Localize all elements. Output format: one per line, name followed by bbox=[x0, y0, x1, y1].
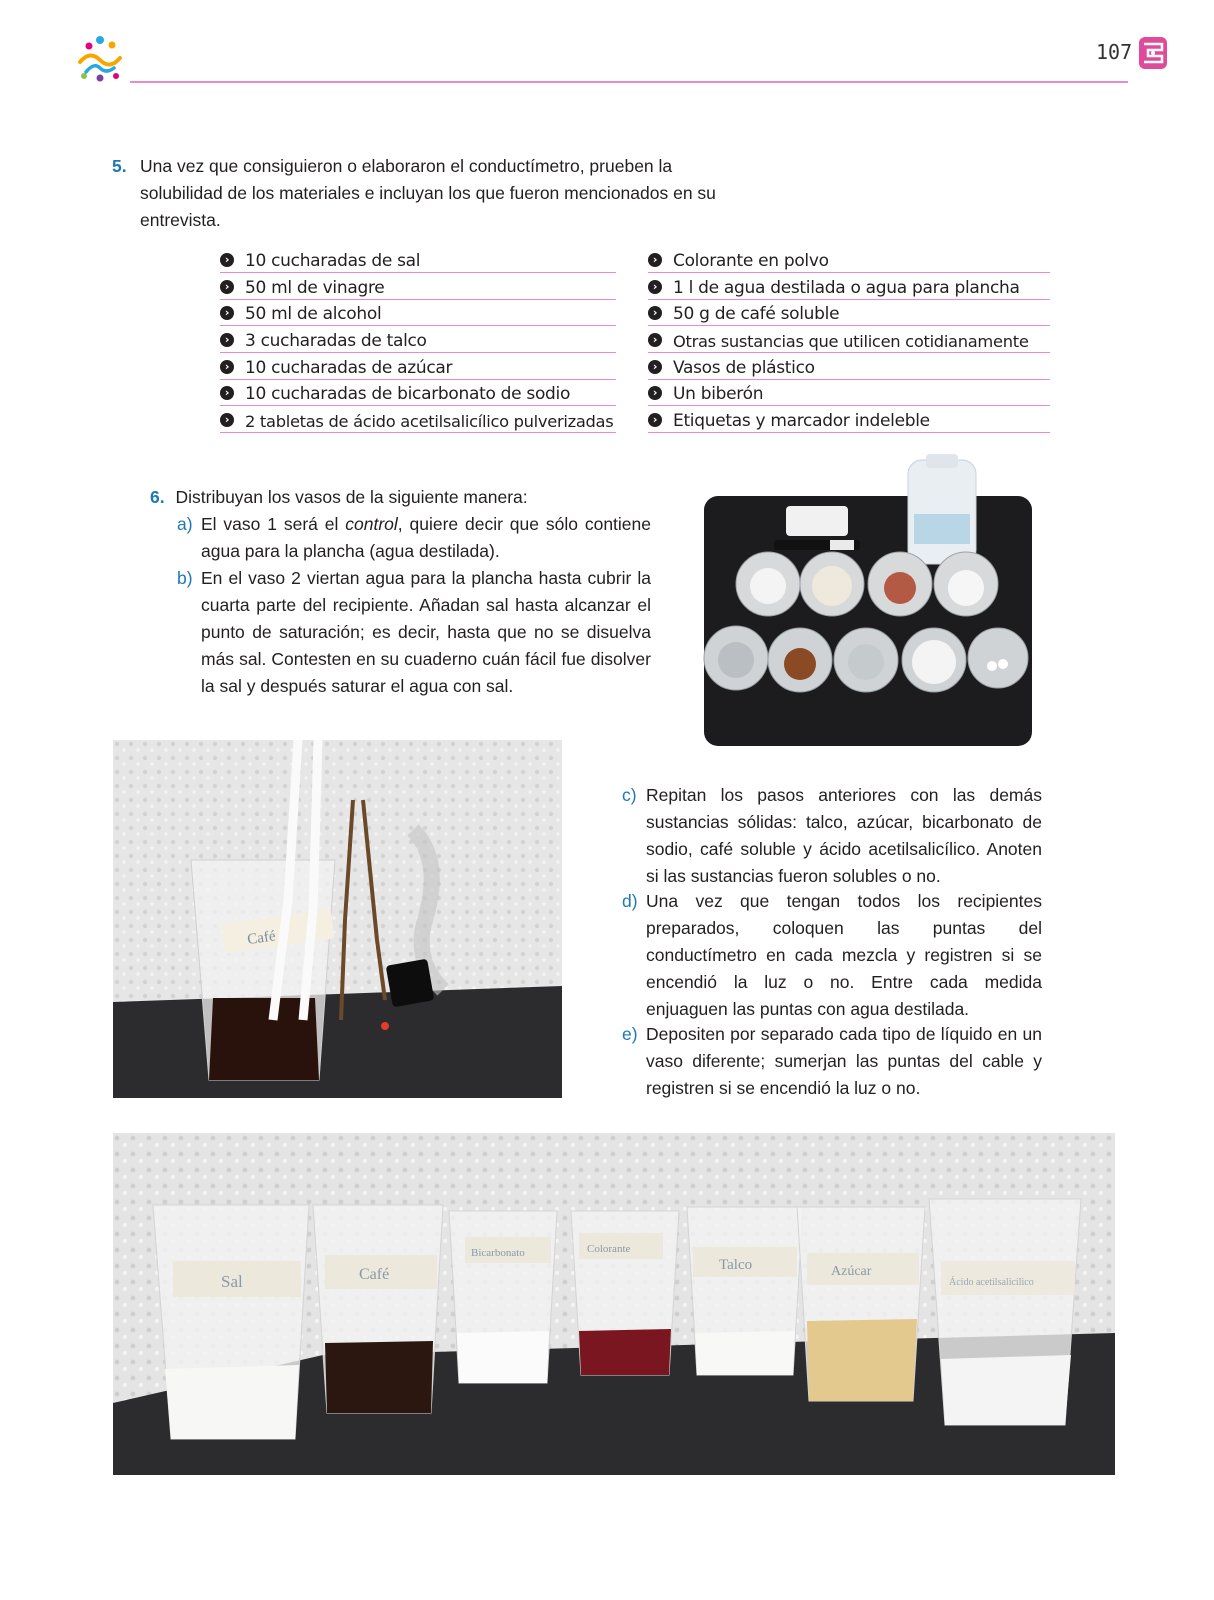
header-rule bbox=[130, 81, 1128, 83]
step-6c bbox=[622, 782, 1042, 890]
chevron-bullet-icon: › bbox=[220, 306, 234, 320]
cup-label: Sal bbox=[221, 1272, 243, 1291]
step-6b bbox=[177, 565, 651, 700]
conductimeter-photo bbox=[113, 740, 562, 1098]
item-letter: d) bbox=[622, 891, 638, 911]
step-6d bbox=[622, 888, 1042, 1023]
list-item: › 10 cucharadas de bicarbonato de sodio bbox=[220, 379, 616, 406]
chevron-bullet-icon: › bbox=[648, 306, 662, 320]
step-6-intro bbox=[150, 484, 650, 511]
step-5 bbox=[112, 153, 732, 234]
cup-label: Talco bbox=[719, 1257, 753, 1273]
list-item: › Un biberón bbox=[648, 379, 1050, 406]
chevron-bullet-icon: › bbox=[648, 253, 662, 267]
chevron-bullet-icon: › bbox=[220, 253, 234, 267]
list-item: › 50 g de café soluble bbox=[648, 299, 1050, 326]
cup-label: Café bbox=[359, 1266, 390, 1283]
list-item: › 50 ml de vinagre bbox=[220, 273, 616, 300]
item-text: Depositen por separado cada tipo de líquido en un vaso diferente; sumerjan las puntas del cable y registren si se encendió la luz o no. bbox=[646, 1024, 1042, 1098]
item-text: El vaso 1 será el control, quiere decir que sólo contiene agua para la plancha (agua destilada). bbox=[201, 514, 652, 561]
step-text: Distribuyan los vasos de la siguiente manera: bbox=[175, 487, 528, 507]
list-item: › 1 l de agua destilada o agua para plancha bbox=[648, 273, 1050, 300]
cup-label-cafe: Café bbox=[246, 928, 277, 949]
list-item: › 2 tabletas de ácido acetilsalicílico pulverizadas bbox=[220, 406, 616, 433]
step-text: Una vez que consiguieron o elaboraron el conductímetro, prueben la solubilidad de los materiales e incluyan los que fueron mencionados en su entrevista. bbox=[140, 156, 716, 230]
chevron-bullet-icon: › bbox=[220, 413, 234, 427]
step-number: 6. bbox=[150, 487, 165, 507]
list-item: › 10 cucharadas de sal bbox=[220, 246, 616, 273]
chevron-bullet-icon: › bbox=[648, 386, 662, 400]
item-text: Repitan los pasos anteriores con las demás sustancias sólidas: talco, azúcar, bicarbonato de sodio, café soluble y ácido acetilsalicílico. Anoten si las sustancias fueron solubles o no. bbox=[646, 785, 1042, 886]
labelled-cups-photo bbox=[113, 1133, 1115, 1475]
chevron-bullet-icon: › bbox=[220, 333, 234, 347]
item-text: En el vaso 2 viertan agua para la plancha hasta cubrir la cuarta parte del recipiente. Añadan sal hasta alcanzar el punto de saturación; es decir, hasta que no se disuelva más sal. Contesten en su cuaderno cuán fácil fue disolver la sal y después saturar el agua con sal. bbox=[201, 568, 651, 696]
cup-label: Azúcar bbox=[831, 1264, 872, 1279]
chevron-bullet-icon: › bbox=[648, 333, 662, 347]
chevron-bullet-icon: › bbox=[648, 360, 662, 374]
book-logo-icon bbox=[72, 32, 128, 88]
list-item: › 3 cucharadas de talco bbox=[220, 326, 616, 353]
list-item: › 50 ml de alcohol bbox=[220, 299, 616, 326]
item-letter: c) bbox=[622, 785, 637, 805]
list-item: › Vasos de plástico bbox=[648, 353, 1050, 380]
cups-tray-photo bbox=[700, 454, 1040, 750]
step-6e bbox=[622, 1021, 1042, 1102]
list-item: › Colorante en polvo bbox=[648, 246, 1050, 273]
list-item: › Etiquetas y marcador indeleble bbox=[648, 406, 1050, 433]
step-6a bbox=[177, 511, 651, 565]
chevron-bullet-icon: › bbox=[220, 386, 234, 400]
cup-label: Bicarbonato bbox=[471, 1247, 525, 1259]
chevron-bullet-icon: › bbox=[648, 413, 662, 427]
step-number: 5. bbox=[112, 156, 127, 176]
cup-icon bbox=[736, 552, 800, 616]
item-letter: e) bbox=[622, 1024, 638, 1044]
cup-label: Colorante bbox=[587, 1243, 631, 1255]
item-letter: b) bbox=[177, 568, 193, 588]
chevron-bullet-icon: › bbox=[220, 280, 234, 294]
item-text: Una vez que tengan todos los recipientes preparados, coloquen las puntas del conductímetro en cada mezcla y registren si se encendió la luz o no. Entre cada medida enjuaguen las puntas con agua destilada. bbox=[646, 891, 1042, 1019]
item-letter: a) bbox=[177, 514, 193, 534]
chevron-bullet-icon: › bbox=[648, 280, 662, 294]
page-number: 107 bbox=[1096, 40, 1133, 64]
list-item: › Otras sustancias que utilicen cotidianamente bbox=[648, 326, 1050, 353]
cup-label: Ácido acetilsalicílico bbox=[949, 1277, 1034, 1288]
list-item: › 10 cucharadas de azúcar bbox=[220, 353, 616, 380]
ornament-icon bbox=[1138, 36, 1168, 70]
chevron-bullet-icon: › bbox=[220, 360, 234, 374]
